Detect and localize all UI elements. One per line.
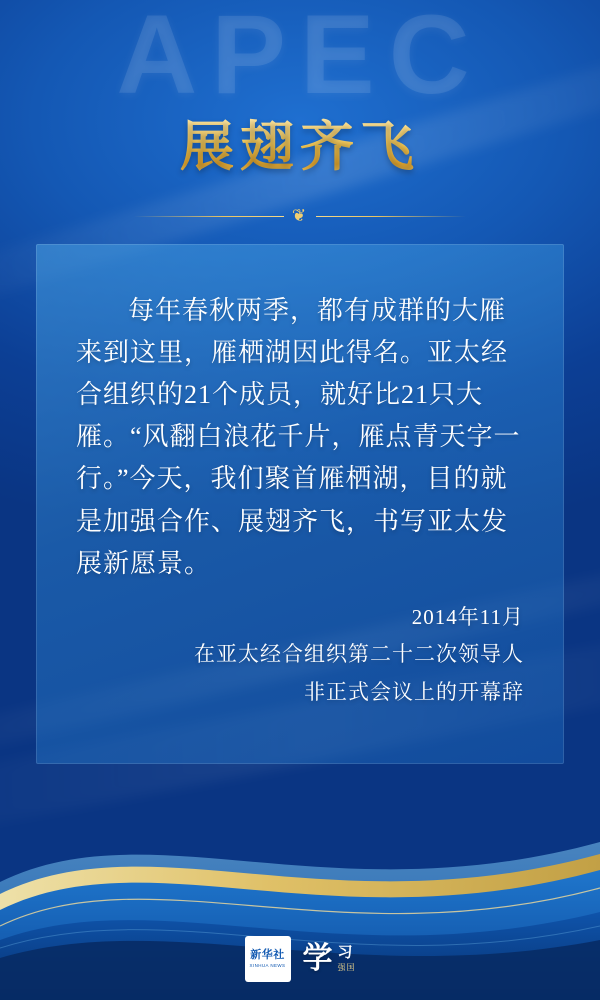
xuexi-logo-char: 学 xyxy=(302,942,334,975)
xinhua-logo-cn: 新华社 xyxy=(250,948,285,961)
xuexi-logo-subtitle: 强国 xyxy=(337,963,356,972)
attribution-block xyxy=(194,599,524,712)
gold-divider xyxy=(0,196,600,236)
attribution-line-2: 非正式会议上的开幕辞 xyxy=(304,680,524,705)
apec-watermark-text: APEC xyxy=(116,0,484,117)
divider-line-right xyxy=(316,216,466,217)
quote-text: 每年春秋两季，都有成群的大雁来到这里，雁栖湖因此得名。亚太经合组织的21个成员，就好比21只大雁。“风翻白浪花千片，雁点青天字一行。”今天，我们聚首雁栖湖，目的就是加强合作、展翅齐飞，书写亚太发展新愿景。 xyxy=(76,296,521,578)
attribution-date: 2014年11月 xyxy=(411,604,524,629)
xinhua-logo[interactable] xyxy=(245,936,291,982)
quote-card xyxy=(36,244,564,764)
page-title: 展翅齐飞 xyxy=(0,104,600,181)
xinhua-logo-en: XINHUA NEWS xyxy=(249,962,286,968)
divider-line-left xyxy=(134,216,284,217)
footer-logos xyxy=(0,936,600,982)
xuexi-logo[interactable] xyxy=(303,944,356,974)
flourish-ornament-icon: ❦ xyxy=(291,205,309,226)
attribution-line-1: 在亚太经合组织第二十二次领导人 xyxy=(194,642,524,667)
xuexi-logo-stack xyxy=(338,946,356,972)
xuexi-logo-char-2: 习 xyxy=(337,945,353,961)
